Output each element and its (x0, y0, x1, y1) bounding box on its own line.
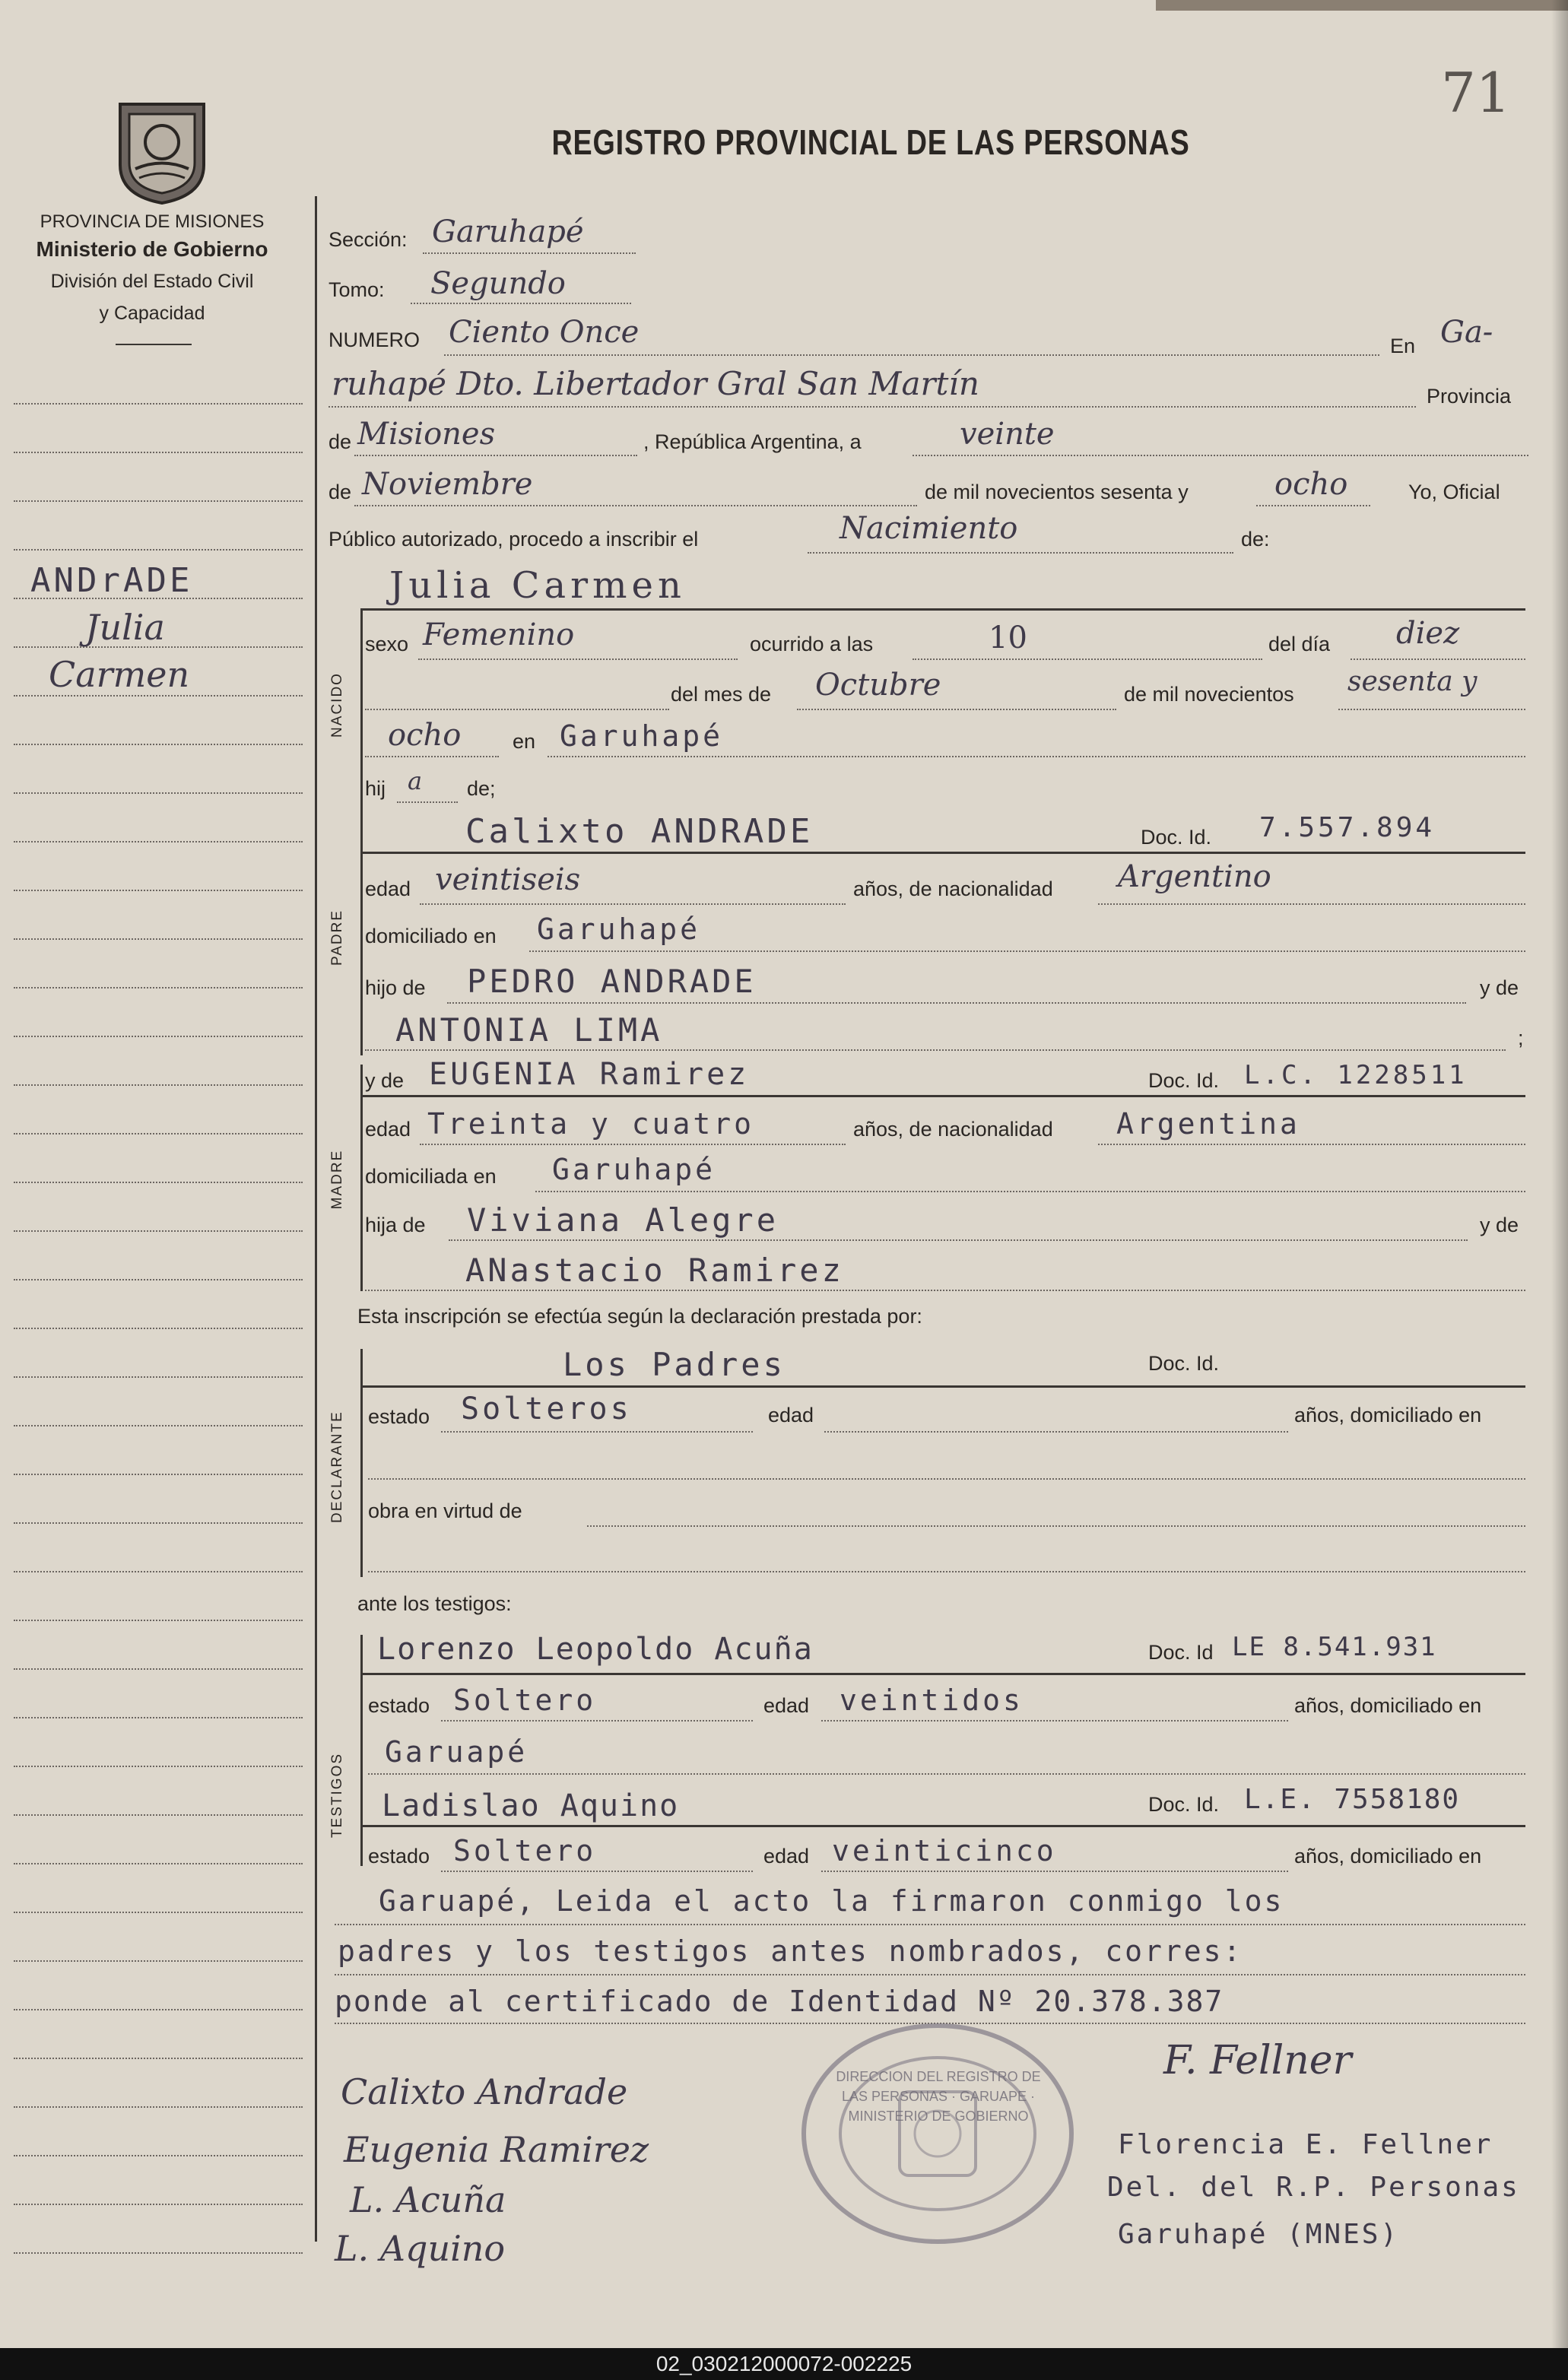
value-testigo2-edad: veinticinco (832, 1834, 1057, 1868)
value-mes: Noviembre (362, 467, 533, 502)
margin-rule-line (14, 500, 303, 502)
margin-rule-line (14, 1133, 303, 1134)
label-publico: Público autorizado, procedo a inscribir el (329, 528, 699, 551)
madre-top-rule (360, 1095, 1525, 1097)
label-seccion: Sección: (329, 228, 408, 251)
header-ministry: Ministerio de Gobierno (36, 237, 268, 261)
value-testigo1-dom: Garuapé (385, 1735, 528, 1769)
value-ano: ocho (1274, 467, 1348, 502)
margin-rule-line (14, 1425, 303, 1426)
margin-rule-line (14, 1474, 303, 1475)
value-declarante-estado: Solteros (461, 1392, 632, 1426)
value-en-b: ruhapé Dto. Libertador Gral San Martín (332, 365, 979, 402)
label-yo-oficial: Yo, Oficial (1408, 481, 1500, 503)
label-testigo2-anos-dom: años, domiciliado en (1294, 1845, 1482, 1868)
value-numero: Ciento Once (449, 315, 640, 350)
value-padre-dom: Garuhapé (537, 912, 701, 946)
label-hij: hij (365, 777, 386, 800)
label-testigo1-edad: edad (763, 1694, 810, 1717)
margin-rule-line (14, 1960, 303, 1962)
side-label-madre: MADRE (329, 1149, 345, 1210)
label-provincia: Provincia (1427, 385, 1512, 408)
official-stamp (797, 2020, 1078, 2248)
value-acto: Nacimiento (840, 511, 1018, 546)
margin-rule-line (14, 1912, 303, 1913)
page-title: REGISTRO PROVINCIAL DE LAS PERSONAS (551, 122, 1190, 162)
value-lugar-nac: Garuhapé (560, 719, 724, 753)
margin-rule-line (14, 841, 303, 843)
value-madre-padre: ANastacio Ramirez (465, 1252, 844, 1289)
value-testigo1-doc: LE 8.541.931 (1232, 1632, 1437, 1662)
value-testigo1-edad: veintidos (840, 1683, 1024, 1717)
margin-rule-line (14, 403, 303, 405)
margin-rule-line (14, 1230, 303, 1232)
stamp-text: DIRECCION DEL REGISTRO DE LAS PERSONAS · GARUAPE · MINISTERIO DE GOBIERNO (836, 2069, 1041, 2124)
label-tomo: Tomo: (329, 278, 385, 301)
label-padre-nac: años, de nacionalidad (853, 877, 1053, 900)
value-provincia: Misiones (357, 417, 496, 452)
value-madre-edad: Treinta y cuatro (427, 1107, 755, 1141)
margin-rule-line (14, 1766, 303, 1767)
signature-calixto: Calixto Andrade (341, 2071, 628, 2112)
value-padre-nac: Argentino (1118, 859, 1271, 894)
margin-rule-line (14, 695, 303, 697)
margin-rule-line (14, 1668, 303, 1670)
value-madre: EUGENIA Ramirez (429, 1057, 750, 1092)
signature-eugenia: Eugenia Ramirez (344, 2129, 649, 2170)
label-de2: de; (467, 777, 496, 800)
margin-rule-line (14, 1084, 303, 1086)
margin-rule-line (14, 938, 303, 940)
madre-vertical-rule (360, 1065, 363, 1291)
label-de-provincia: de (329, 430, 352, 453)
label-numero: NUMERO (329, 328, 420, 351)
officer-location: Garuhapé (MNES) (1118, 2219, 1400, 2250)
margin-rule-line (14, 1814, 303, 1816)
testigos-vertical-rule (360, 1635, 363, 1866)
torn-edge (1156, 0, 1568, 11)
label-sexo: sexo (365, 633, 409, 655)
margin-firstname: Julia (85, 607, 165, 648)
signature-oficial: F. Fellner (1163, 2038, 1352, 2083)
value-testigo1: Lorenzo Leopoldo Acuña (377, 1632, 814, 1667)
value-padre: Calixto ANDRADE (465, 812, 814, 851)
value-seccion: Garuhapé (432, 214, 584, 249)
label-del-dia: del día (1268, 633, 1331, 655)
label-testigo1-anos-dom: años, domiciliado en (1294, 1694, 1482, 1717)
value-testigo2: Ladislao Aquino (382, 1788, 680, 1823)
value-madre-nac: Argentina (1116, 1107, 1300, 1141)
header-division: División del Estado Civil (50, 271, 254, 292)
label-de-mes: de (329, 481, 352, 503)
nacido-vertical-rule (360, 608, 363, 818)
label-testigo2-doc: Doc. Id. (1148, 1793, 1220, 1816)
label-de-mil2: de mil novecientos (1124, 683, 1294, 706)
side-label-testigos: TESTIGOS (329, 1752, 345, 1839)
label-obra: obra en virtud de (368, 1499, 522, 1522)
label-padre-edad: edad (365, 877, 411, 900)
margin-rule-line (14, 1863, 303, 1864)
value-ano-nac-b: ocho (388, 718, 462, 753)
value-testigo1-estado: Soltero (453, 1683, 597, 1717)
label-madre-y-de2: y de (1480, 1214, 1519, 1236)
label-semicolon: ; (1518, 1027, 1524, 1049)
margin-rule-line (14, 1571, 303, 1572)
label-padre-y-de: y de (1480, 976, 1519, 999)
signature-acuna: L. Acuña (350, 2179, 506, 2220)
value-ano-nac-a: sesenta y (1347, 666, 1478, 697)
label-de-colon: de: (1241, 528, 1270, 551)
label-madre-hija-de: hija de (365, 1214, 426, 1236)
label-madre-doc: Doc. Id. (1148, 1069, 1220, 1092)
label-padre-dom: domiciliado en (365, 925, 497, 947)
margin-rule-line (14, 452, 303, 453)
page-edge-shadow (1551, 0, 1568, 2348)
label-padre-doc: Doc. Id. (1141, 826, 1212, 849)
value-padre-edad: veintiseis (435, 862, 581, 897)
label-en2: en (513, 730, 536, 753)
margin-rule-line (14, 2252, 303, 2254)
closing-line-1: Garuapé, Leida el acto la firmaron conmigo los (379, 1884, 1284, 1918)
value-sexo: Femenino (423, 617, 575, 652)
value-padre-madre: ANTONIA LIMA (395, 1011, 663, 1049)
padre-top-rule (360, 852, 1525, 854)
margin-surname: ANDrADE (30, 561, 193, 600)
value-padre-padre: PEDRO ANDRADE (467, 963, 757, 1000)
value-hij-suffix: a (408, 766, 423, 795)
image-id-footer: 02_030212000072-002225 (0, 2348, 1568, 2380)
label-del-mes: del mes de (671, 683, 772, 706)
margin-rule-line (14, 1620, 303, 1621)
label-declarante-anos-dom: años, domiciliado en (1294, 1404, 1482, 1426)
value-madre-madre: Viviana Alegre (467, 1201, 779, 1239)
margin-rule-line (14, 890, 303, 891)
value-en-a: Ga- (1440, 315, 1493, 350)
label-declarante-edad: edad (768, 1404, 814, 1426)
value-testigo2-estado: Soltero (453, 1834, 597, 1868)
label-madre-dom: domiciliada en (365, 1165, 497, 1188)
value-mes-nac: Octubre (815, 668, 941, 703)
signature-aquino: L. Aquino (335, 2228, 506, 2269)
declarante-vertical-rule (360, 1349, 363, 1577)
label-en: En (1390, 335, 1416, 357)
margin-rule-line (14, 1717, 303, 1718)
side-label-padre: PADRE (329, 909, 345, 966)
value-declarante: Los Padres (563, 1346, 786, 1383)
label-padre-hijo-de: hijo de (365, 976, 426, 999)
value-padre-doc: 7.557.894 (1259, 812, 1436, 843)
testigo2-rule (360, 1825, 1525, 1827)
declarante-top-rule (360, 1385, 1525, 1388)
side-label-declarante: DECLARANTE (329, 1411, 345, 1523)
padre-vertical-rule (360, 818, 363, 1055)
header-province: PROVINCIA DE MISIONES (40, 211, 265, 232)
margin-rule-line (14, 2058, 303, 2059)
label-testigo1-estado: estado (368, 1694, 430, 1717)
label-testigos: ante los testigos: (357, 1592, 512, 1615)
label-declarante-doc: Doc. Id. (1148, 1352, 1220, 1375)
margin-rule-line (14, 1328, 303, 1329)
label-de-mil: de mil novecientos sesenta y (925, 481, 1189, 503)
officer-title: Del. del R.P. Personas (1107, 2172, 1520, 2203)
margin-rule-line (14, 1182, 303, 1183)
margin-rule-line (14, 1522, 303, 1524)
closing-line-3: ponde al certificado de Identidad Nº 20.378.387 (335, 1985, 1224, 2018)
header-capacidad: y Capacidad (99, 303, 205, 324)
value-madre-dom: Garuhapé (552, 1153, 716, 1186)
main-vertical-rule (315, 196, 317, 2242)
label-testigo2-estado: estado (368, 1845, 430, 1868)
value-tomo: Segundo (430, 266, 566, 301)
label-republica: , República Argentina, a (643, 430, 862, 453)
officer-name: Florencia E. Fellner (1118, 2129, 1493, 2160)
margin-rule-line (14, 2106, 303, 2108)
margin-rule-line (14, 2009, 303, 2010)
provincial-emblem-icon (105, 93, 219, 207)
label-madre-nac: años, de nacionalidad (853, 1118, 1053, 1141)
label-testigo1-doc: Doc. Id (1148, 1641, 1214, 1664)
margin-rule-line (14, 2155, 303, 2156)
margin-rule-line (14, 549, 303, 551)
value-hora: 10 (989, 620, 1027, 655)
label-inscripcion: Esta inscripción se efectúa según la declaración prestada por: (357, 1305, 922, 1328)
label-testigo2-edad: edad (763, 1845, 810, 1868)
value-nombre: Julia Carmen (389, 564, 686, 607)
value-dia-nac: diez (1396, 616, 1460, 651)
label-ocurrido: ocurrido a las (750, 633, 874, 655)
margin-rule-line (14, 792, 303, 794)
value-madre-doc: L.C. 1228511 (1244, 1060, 1468, 1090)
value-dia: veinte (960, 417, 1055, 452)
margin-rule-line (14, 1036, 303, 1037)
side-label-nacido: NACIDO (329, 672, 345, 738)
label-declarante-estado: estado (368, 1405, 430, 1428)
label-madre-y-de: y de (365, 1069, 405, 1092)
margin-rule-line (14, 1279, 303, 1280)
nacido-top-rule (360, 608, 1525, 611)
header-divider (116, 344, 192, 345)
testigo1-rule (360, 1673, 1525, 1675)
margin-rule-line (14, 744, 303, 745)
margin-middlename: Carmen (49, 654, 190, 695)
margin-rule-line (14, 1376, 303, 1378)
closing-line-2: padres y los testigos antes nombrados, corres: (338, 1934, 1243, 1968)
value-testigo2-doc: L.E. 7558180 (1244, 1784, 1461, 1815)
page-number: 71 (1441, 61, 1511, 125)
margin-rule-line (14, 987, 303, 988)
margin-rule-line (14, 2204, 303, 2205)
label-madre-edad: edad (365, 1118, 411, 1141)
